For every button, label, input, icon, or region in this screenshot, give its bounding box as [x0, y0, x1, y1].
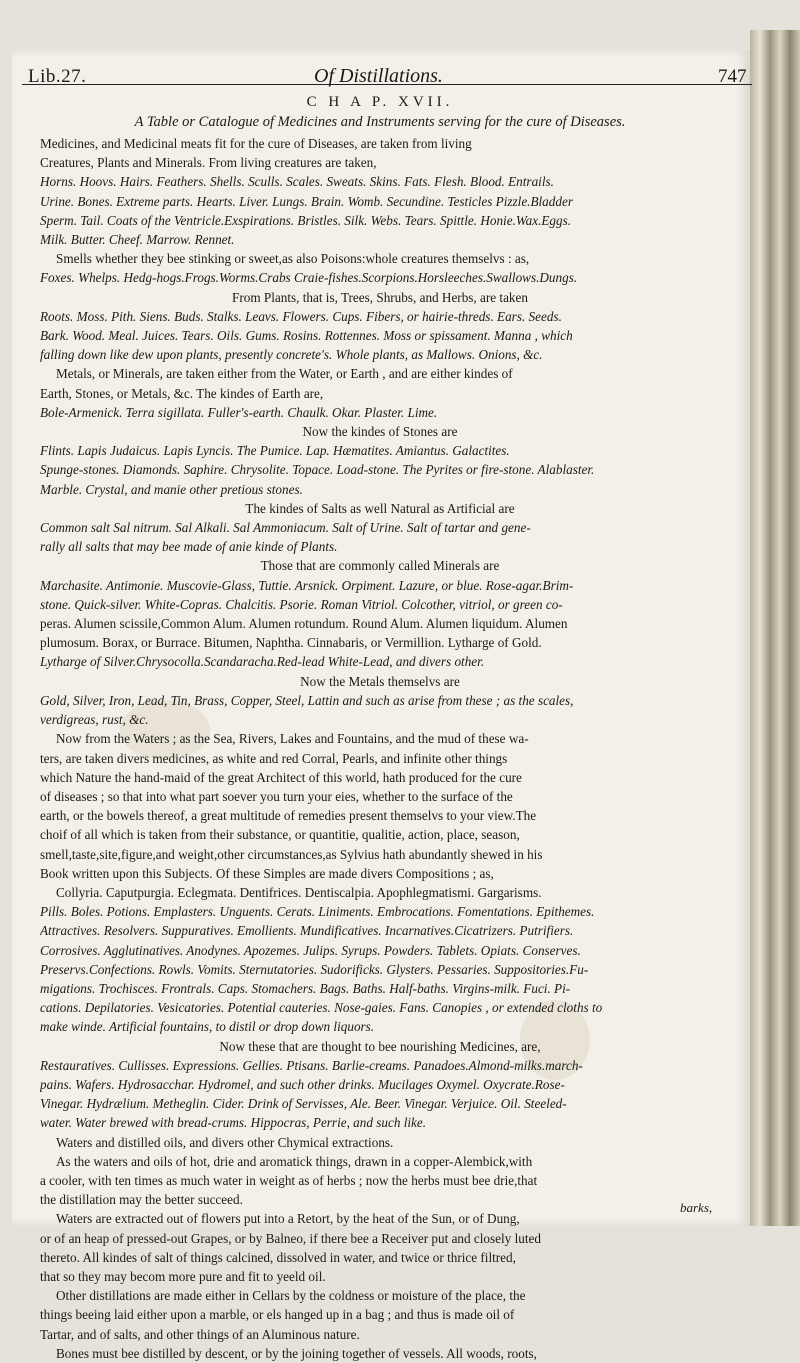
text-line: Creatures, Plants and Minerals. From living creatures are taken,	[40, 155, 377, 171]
text-line: Waters are extracted out of flowers put into a Retort, by the heat of the Sun, or of Dung,	[56, 1211, 520, 1227]
text-line: Bole-Armenick. Terra sigillata. Fuller's-earth. Chaulk. Okar. Plaster. Lime.	[40, 404, 438, 420]
text-line: Now these that are thought to bee nourishing Medicines, are,	[219, 1038, 541, 1054]
text-line: Metals, or Minerals, are taken either from the Water, or Earth , and are either kindes of	[56, 366, 513, 382]
text-line: the distillation may the better succeed.	[40, 1192, 243, 1208]
book-number: Lib.27.	[28, 66, 87, 87]
text-line: Sperm. Tail. Coats of the Ventricle.Exspirations. Bristles. Silk. Webs. Tears. Spittle. Honie.Wax.Eggs.	[40, 212, 572, 228]
text-line: Pills. Boles. Potions. Emplasters. Unguents. Cerats. Liniments. Embrocations. Fomentations. Epithemes.	[40, 904, 595, 920]
text-line: Horns. Hoovs. Hairs. Feathers. Shells. Sculls. Scales. Sweats. Skins. Fats. Flesh. Blood. Entrails.	[40, 174, 554, 190]
text-line: Now from the Waters ; as the Sea, Rivers, Lakes and Fountains, and the mud of these wa-	[56, 731, 529, 747]
text-line: Earth, Stones, or Metals, &c. The kindes of Earth are,	[40, 385, 324, 401]
text-line: Bones must bee distilled by descent, or by the joining together of vessels. All woods, roots,	[56, 1345, 537, 1361]
text-line: Those that are commonly called Minerals are	[260, 558, 500, 574]
body-text	[40, 134, 720, 1363]
text-line: a cooler, with ten times as much water in weight as of herbs ; now the herbs must bee drie,that	[40, 1172, 538, 1188]
text-line: things beeing laid either upon a marble, or els hanged up in a bag ; and thus is made oil of	[40, 1307, 515, 1323]
text-line: cations. Depilatories. Vesicatories. Potential cauteries. Nose-gaies. Fans. Canopies , or extended cloths to	[40, 1000, 603, 1016]
text-line: Waters and distilled oils, and divers other Chymical extractions.	[56, 1134, 394, 1150]
text-line: Flints. Lapis Judaicus. Lapis Lyncis. The Pumice. Lap. Hæmatites. Amiantus. Galactites.	[40, 443, 510, 459]
text-line: Foxes. Whelps. Hedg-hogs.Frogs.Worms.Crabs Craie-fishes.Scorpions.Horsleeches.Swallows.Dungs.	[40, 270, 578, 286]
text-line: Now the kindes of Stones are	[302, 424, 458, 440]
text-line: stone. Quick-silver. White-Copras. Chalcitis. Psorie. Roman Vitriol. Colcother, vitriol, or green co-	[40, 596, 563, 612]
text-line: Medicines, and Medicinal meats fit for the cure of Diseases, are taken from living	[40, 136, 472, 151]
text-line: The kindes of Salts as well Natural as Artificial are	[245, 500, 515, 516]
running-header	[24, 64, 754, 90]
header-rule	[22, 84, 752, 85]
text-line: pains. Wafers. Hydrosacchar. Hydromel, and such other drinks. Mucilages Oxymel. Oxycrate.Rose-	[40, 1076, 565, 1092]
text-line: Urine. Bones. Extreme parts. Hearts. Liver. Lungs. Brain. Womb. Secundine. Testicles Pizzle.Bladder	[40, 193, 573, 209]
text-line: Other distillations are made either in Cellars by the coldness or moisture of the place, the	[56, 1288, 526, 1304]
text-line: migations. Trochisces. Frontrals. Caps. Stomachers. Bags. Baths. Half-baths. Virgins-milk. Fuci. Pi-	[40, 980, 571, 996]
book-fore-edge	[750, 30, 800, 1226]
text-line: that so they may becom more pure and fit to yeeld oil.	[40, 1268, 326, 1284]
text-line: Marchasite. Antimonie. Muscovie-Glass, Tuttie. Arsnick. Orpiment. Lazure, or blue. Rose-agar.Brim-	[40, 577, 574, 593]
text-line: of diseases ; so that into what part soever you turn your eies, whether to the surface of the	[40, 788, 513, 804]
text-line: verdigreas, rust, &c.	[40, 712, 149, 728]
text-line: From Plants, that is, Trees, Shrubs, and Herbs, are taken	[232, 289, 528, 305]
text-line: falling down like dew upon plants, presently concrete's. Whole plants, as Mallows. Onions, &c.	[40, 347, 543, 363]
chapter-heading: C H A P. XVII.	[306, 94, 454, 110]
text-line: Roots. Moss. Pith. Siens. Buds. Stalks. Leavs. Flowers. Cups. Fibers, or hairie-threds. Ears. Seeds.	[40, 308, 562, 324]
text-line: Marble. Crystal, and manie other pretious stones.	[40, 481, 303, 497]
text-line: Attractives. Resolvers. Suppuratives. Emollients. Mundificatives. Incarnatives.Cicatrizers. Putrifiers.	[40, 923, 574, 939]
text-line: Preservs.Confections. Rowls. Vomits. Sternutatories. Sudorificks. Glysters. Pessaries. Suppositories.Fu-	[40, 961, 589, 977]
text-line: earth, or the bowels thereof, a great multitude of remedies present themselvs to your view.The	[40, 808, 537, 824]
text-line: peras. Alumen scissile,Common Alum. Alumen rotundum. Round Alum. Alumen liquidum. Alumen	[40, 616, 568, 632]
text-line: Collyria. Caputpurgia. Eclegmata. Dentifrices. Dentiscalpia. Apophlegmatismi. Gargarisms.	[56, 884, 542, 900]
text-line: Bark. Wood. Meal. Juices. Tears. Oils. Gums. Rosins. Rottennes. Moss or spissament. Manna , which	[40, 328, 573, 344]
text-line: Milk. Butter. Cheef. Marrow. Rennet.	[40, 232, 235, 248]
text-line: Now the Metals themselvs are	[300, 673, 460, 689]
text-line: Restauratives. Cullisses. Expressions. Gellies. Ptisans. Barlie-creams. Panadoes.Almond-milks.march-	[40, 1057, 583, 1073]
text-line: Vinegar. Hydrælium. Metheglin. Cider. Drink of Servisses, Ale. Beer. Vinegar. Verjuice. Oil. Steeled-	[40, 1096, 567, 1112]
text-line: Smells whether they bee stinking or sweet,as also Poisons:whole creatures themselvs : as,	[56, 251, 530, 267]
chapter-title: A Table or Catalogue of Medicines and Instruments serving for the cure of Diseases.	[134, 114, 626, 130]
text-line: As the waters and oils of hot, drie and aromatick things, drawn in a copper-Alembick,with	[56, 1153, 533, 1169]
text-line: Spunge-stones. Diamonds. Saphire. Chrysolite. Topace. Load-stone. The Pyrites or fire-stone. Alablaster.	[40, 462, 595, 478]
text-line: Gold, Silver, Iron, Lead, Tin, Brass, Copper, Steel, Lattin and such as arise from these ; as the scales,	[40, 692, 574, 708]
text-line: Lytharge of Silver.Chrysocolla.Scandaracha.Red-lead White-Lead, and divers other.	[40, 654, 485, 670]
text-line: make winde. Artificial fountains, to distil or drop down liquors.	[40, 1019, 375, 1035]
text-line: which Nature the hand-maid of the great Architect of this world, hath produced for the cure	[40, 769, 522, 785]
text-line: rally all salts that may bee made of anie kinde of Plants.	[40, 539, 338, 555]
page-number: 747	[718, 66, 747, 87]
running-title: Of Distillations.	[314, 65, 443, 87]
text-line: or of an heap of pressed-out Grapes, or by Balneo, if there bee a Receiver put and closely luted	[40, 1230, 541, 1246]
text-line: thereto. All kindes of salt of things calcined, dissolved in water, and twice or thrice filtred,	[40, 1249, 516, 1265]
text-line: choif of all which is taken from their substance, or quantitie, qualitie, action, place, season,	[40, 827, 520, 843]
text-line: Corrosives. Agglutinatives. Anodynes. Apozemes. Julips. Syrups. Powders. Tablets. Opiats. Conserves.	[40, 942, 581, 958]
text-line: Book written upon this Subjects. Of these Simples are made divers Compositions ; as,	[40, 865, 494, 881]
text-line: water. Water brewed with bread-crums. Hippocras, Perrie, and such like.	[40, 1115, 427, 1131]
text-line: Tartar, and of salts, and other things of an Aluminous nature.	[40, 1326, 360, 1342]
text-line: plumosum. Borax, or Burrace. Bitumen, Naphtha. Cinnabaris, or Vermillion. Lytharge of Gold.	[40, 635, 542, 651]
text-line: Common salt Sal nitrum. Sal Alkali. Sal Ammoniacum. Salt of Urine. Salt of tartar and gene-	[40, 520, 531, 536]
catchword: barks,	[680, 1200, 713, 1215]
text-line: ters, are taken divers medicines, as white and red Corral, Pearls, and infinite other things	[40, 750, 508, 766]
text-line: smell,taste,site,figure,and weight,other circumstances,as Sylvius hath abundantly shewed in his	[40, 846, 543, 862]
